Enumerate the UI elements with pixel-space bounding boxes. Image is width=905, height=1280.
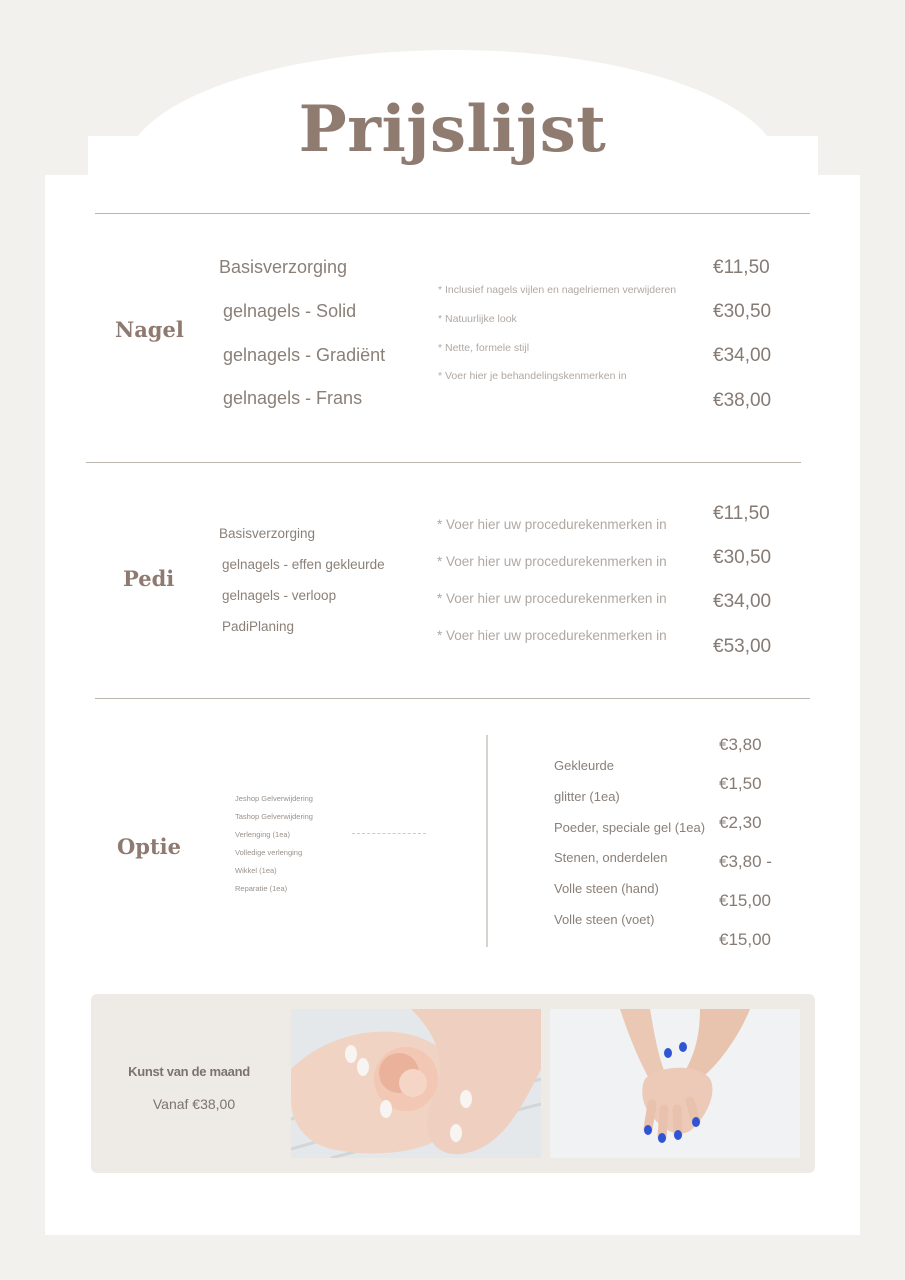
- service-name: Basisverzorging: [219, 257, 348, 277]
- vertical-divider: [486, 735, 488, 947]
- option-item: Stenen, onderdelen: [554, 850, 668, 865]
- service-note: * Nette, formele stijl: [438, 342, 530, 354]
- option-item: Poeder, speciale gel (1ea): [554, 820, 706, 835]
- divider: [86, 462, 801, 463]
- service-price: €30,50: [713, 301, 772, 322]
- option-price: €1,50: [719, 774, 762, 793]
- option-price: €3,80: [719, 735, 762, 754]
- dotted-leader: [352, 833, 426, 834]
- option-price: €15,00: [719, 930, 771, 949]
- service-price: €34,00: [713, 345, 772, 366]
- option-small-item: Tashop Gelverwijdering: [235, 812, 313, 821]
- option-small-item: Reparatie (1ea): [235, 884, 288, 893]
- promo-price: Vanaf €38,00: [152, 1096, 236, 1112]
- service-name: gelnagels - effen gekleurde: [222, 557, 385, 572]
- promo-heading: Kunst van de maand: [128, 1064, 250, 1079]
- service-name: gelnagels - Solid: [223, 301, 357, 321]
- service-price: €11,50: [713, 257, 770, 278]
- divider: [95, 213, 810, 214]
- divider: [95, 698, 810, 699]
- hands-with-rose-photo: [291, 1009, 541, 1158]
- service-price: €34,00: [713, 591, 772, 612]
- option-price: €15,00: [719, 891, 771, 910]
- option-small-item: Jeshop Gelverwijdering: [235, 794, 313, 803]
- category-optie: Optie: [117, 834, 182, 859]
- blue-manicure-photo: [550, 1009, 800, 1158]
- service-price: €11,50: [713, 503, 770, 524]
- option-price: €2,30: [719, 813, 762, 832]
- option-small-item: Verlenging (1ea): [235, 830, 291, 839]
- page-title: Prijslijst: [298, 92, 607, 167]
- option-item: Volle steen (hand): [554, 881, 659, 896]
- service-name: PadiPlaning: [222, 619, 295, 634]
- service-name: gelnagels - Frans: [223, 388, 363, 408]
- service-note: * Voer hier uw procedurekenmerken in: [437, 554, 667, 569]
- option-item: Gekleurde: [554, 758, 614, 773]
- service-price: €38,00: [713, 390, 772, 411]
- category-pedi: Pedi: [123, 566, 175, 591]
- service-price: €30,50: [713, 547, 772, 568]
- option-small-item: Volledige verlenging: [235, 848, 303, 857]
- category-nagel: Nagel: [115, 317, 184, 342]
- option-price: €3,80 -: [719, 852, 772, 871]
- service-name: Basisverzorging: [219, 526, 316, 541]
- option-item: glitter (1ea): [554, 789, 620, 804]
- service-note: * Inclusief nagels vijlen en nagelriemen verwijderen: [438, 284, 677, 296]
- option-item: Volle steen (voet): [554, 912, 655, 927]
- option-small-item: Wikkel (1ea): [235, 866, 277, 875]
- service-note: * Voer hier uw procedurekenmerken in: [437, 517, 667, 532]
- service-name: gelnagels - verloop: [222, 588, 337, 603]
- service-price: €53,00: [713, 636, 772, 657]
- service-note: * Voer hier uw procedurekenmerken in: [437, 628, 667, 643]
- service-note: * Voer hier uw procedurekenmerken in: [437, 591, 667, 606]
- service-note: * Voer hier je behandelingskenmerken in: [438, 370, 627, 382]
- service-note: * Natuurlijke look: [438, 313, 517, 325]
- service-name: gelnagels - Gradiënt: [223, 345, 386, 365]
